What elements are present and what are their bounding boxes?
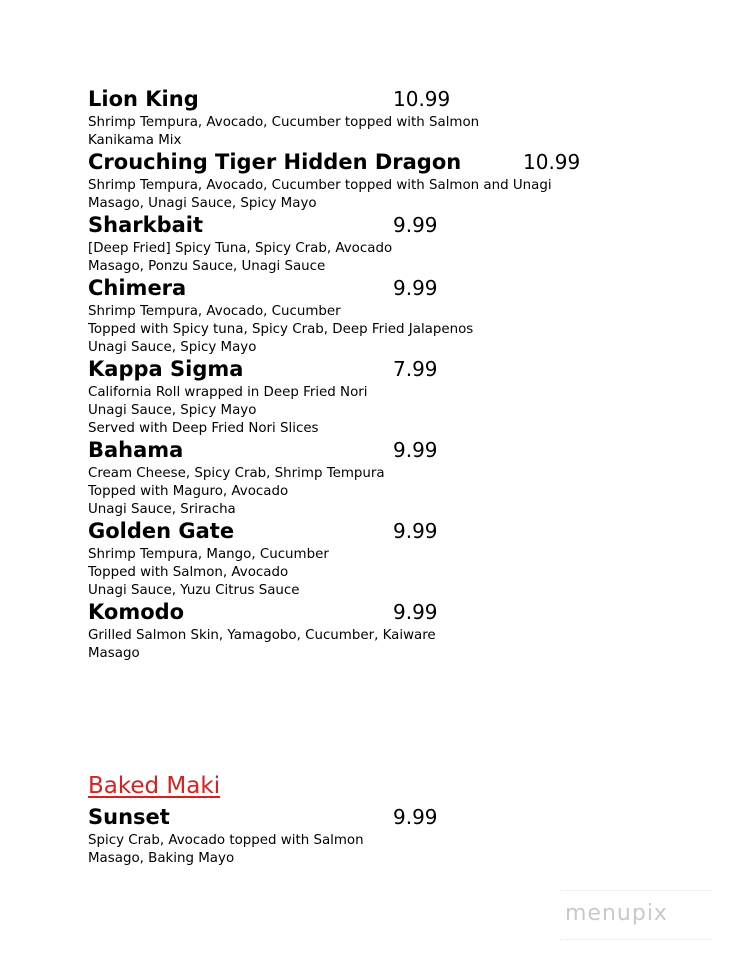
item-description-line: Masago, Baking Mayo bbox=[88, 851, 235, 866]
item-price: 9.99 bbox=[393, 438, 438, 462]
item-name: Bahama bbox=[88, 438, 184, 462]
item-description-line: Spicy Crab, Avocado topped with Salmon bbox=[88, 833, 364, 848]
menu-item-header bbox=[88, 149, 648, 175]
item-description-line: Unagi Sauce, Yuzu Citrus Sauce bbox=[88, 583, 300, 598]
item-name: Sharkbait bbox=[88, 213, 204, 237]
item-description-line: Unagi Sauce, Spicy Mayo bbox=[88, 403, 257, 418]
item-description-line: Shrimp Tempura, Avocado, Cucumber bbox=[88, 304, 341, 319]
item-price: 9.99 bbox=[393, 213, 438, 237]
item-description-line: Grilled Salmon Skin, Yamagobo, Cucumber, Kaiware bbox=[88, 628, 436, 643]
item-name: Sunset bbox=[88, 805, 170, 829]
item-description-line: California Roll wrapped in Deep Fried Nori bbox=[88, 385, 368, 400]
menu-item-lion-king bbox=[88, 86, 648, 150]
item-description-line: Topped with Salmon, Avocado bbox=[88, 565, 289, 580]
item-description bbox=[88, 240, 648, 276]
item-name: Crouching Tiger Hidden Dragon bbox=[88, 150, 462, 174]
item-name: Lion King bbox=[88, 87, 199, 111]
item-description bbox=[88, 465, 648, 519]
item-price: 7.99 bbox=[393, 357, 438, 381]
item-description-line: Kanikama Mix bbox=[88, 133, 182, 148]
item-name: Golden Gate bbox=[88, 519, 235, 543]
item-description-line: Unagi Sauce, Spicy Mayo bbox=[88, 340, 257, 355]
menu-item-golden-gate bbox=[88, 518, 648, 600]
item-description bbox=[88, 546, 648, 600]
item-description-line: [Deep Fried] Spicy Tuna, Spicy Crab, Avocado bbox=[88, 241, 393, 256]
item-description-line: Shrimp Tempura, Avocado, Cucumber topped with Salmon and Unagi bbox=[88, 178, 552, 193]
menu-item-chimera bbox=[88, 275, 648, 357]
menu-item-kappa-sigma bbox=[88, 356, 648, 438]
item-description-line: Masago, Unagi Sauce, Spicy Mayo bbox=[88, 196, 317, 211]
item-price: 9.99 bbox=[393, 600, 438, 624]
item-price: 10.99 bbox=[393, 87, 451, 111]
item-description bbox=[88, 177, 648, 213]
item-description-line: Topped with Maguro, Avocado bbox=[88, 484, 289, 499]
item-description bbox=[88, 832, 648, 868]
menu-item-header bbox=[88, 212, 648, 238]
menu-item-header bbox=[88, 518, 648, 544]
section-heading-baked-maki: Baked Maki bbox=[88, 773, 221, 799]
menu-item-sunset bbox=[88, 804, 648, 868]
item-price: 10.99 bbox=[523, 150, 581, 174]
menu-item-header bbox=[88, 86, 648, 112]
item-description-line: Topped with Spicy tuna, Spicy Crab, Deep Fried Jalapenos bbox=[88, 322, 474, 337]
menu-item-header bbox=[88, 356, 648, 382]
item-description bbox=[88, 114, 648, 150]
menu-item-header bbox=[88, 437, 648, 463]
menu-item-sharkbait bbox=[88, 212, 648, 276]
item-name: Chimera bbox=[88, 276, 187, 300]
item-description bbox=[88, 627, 648, 663]
menu-item-komodo bbox=[88, 599, 648, 663]
item-description-line: Shrimp Tempura, Mango, Cucumber bbox=[88, 547, 329, 562]
menu-item-header bbox=[88, 275, 648, 301]
item-description-line: Shrimp Tempura, Avocado, Cucumber topped with Salmon bbox=[88, 115, 480, 130]
item-name: Komodo bbox=[88, 600, 185, 624]
item-description-line: Masago bbox=[88, 646, 140, 661]
item-description-line: Served with Deep Fried Nori Slices bbox=[88, 421, 319, 436]
item-description bbox=[88, 384, 648, 438]
item-price: 9.99 bbox=[393, 805, 438, 829]
menupix-watermark: menupix bbox=[565, 901, 668, 926]
menu-item-crouching-tiger-hidden-dragon bbox=[88, 149, 648, 213]
item-name: Kappa Sigma bbox=[88, 357, 244, 381]
menu-item-header bbox=[88, 599, 648, 625]
item-price: 9.99 bbox=[393, 276, 438, 300]
item-description-line: Unagi Sauce, Sriracha bbox=[88, 502, 236, 517]
item-description bbox=[88, 303, 648, 357]
menu-item-header bbox=[88, 804, 648, 830]
item-description-line: Cream Cheese, Spicy Crab, Shrimp Tempura bbox=[88, 466, 385, 481]
menu-item-bahama bbox=[88, 437, 648, 519]
item-price: 9.99 bbox=[393, 519, 438, 543]
item-description-line: Masago, Ponzu Sauce, Unagi Sauce bbox=[88, 259, 326, 274]
